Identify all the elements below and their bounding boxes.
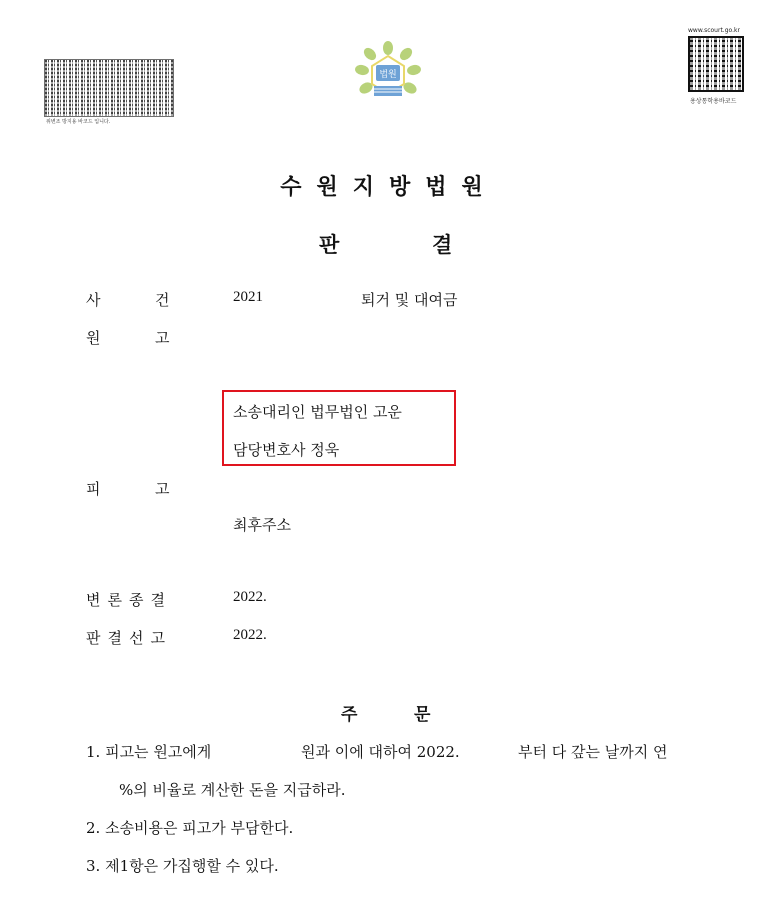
- plaintiff-representative: 소송대리인 법무법인 고운: [233, 403, 402, 421]
- verdict-date: 2022.: [233, 627, 267, 643]
- seal-text: 법원: [379, 70, 397, 80]
- case-name: 퇴거 및 대여금: [361, 291, 458, 309]
- document-title-1: 판: [319, 233, 340, 257]
- anti-forgery-barcode: [44, 59, 174, 117]
- qr-code: [688, 36, 744, 92]
- barcode-caption: 위변조 방지용 바코드 입니다.: [46, 119, 111, 125]
- plaintiff-attorney: 담당변호사 정욱: [233, 441, 340, 459]
- document-title-2: 결: [432, 233, 453, 257]
- qr-caption: 용상통학용바코드: [690, 98, 737, 105]
- order-heading-1: 주: [341, 705, 358, 725]
- verdict-label: 판결선고: [86, 629, 172, 647]
- closing-label: 변론종결: [86, 591, 172, 609]
- plaintiff-label-2: 고: [155, 329, 170, 347]
- plaintiff-label-1: 원: [86, 329, 101, 347]
- qr-url: www.scourt.go.kr: [688, 27, 740, 34]
- closing-date: 2022.: [233, 589, 267, 605]
- order-item-1-part-b: 원과 이에 대하여 2022.: [301, 743, 460, 761]
- order-item-1-part-a: 1. 피고는 원고에게: [86, 743, 212, 761]
- order-heading-2: 문: [414, 705, 431, 725]
- defendant-label-2: 고: [155, 480, 170, 498]
- court-name: 수원지방법원: [280, 175, 498, 200]
- order-item-1-continued: %의 비율로 계산한 돈을 지급하라.: [119, 781, 346, 799]
- defendant-address: 최후주소: [233, 516, 291, 534]
- court-seal-icon: [348, 38, 428, 110]
- order-item-1-part-c: 부터 다 갚는 날까지 연: [518, 743, 668, 761]
- order-item-3: 3. 제1항은 가집행할 수 있다.: [86, 857, 279, 875]
- case-number: 2021: [233, 289, 263, 305]
- order-item-2: 2. 소송비용은 피고가 부담한다.: [86, 819, 294, 837]
- defendant-label-1: 피: [86, 480, 101, 498]
- case-label-1: 사: [86, 291, 101, 309]
- case-label-2: 건: [155, 291, 170, 309]
